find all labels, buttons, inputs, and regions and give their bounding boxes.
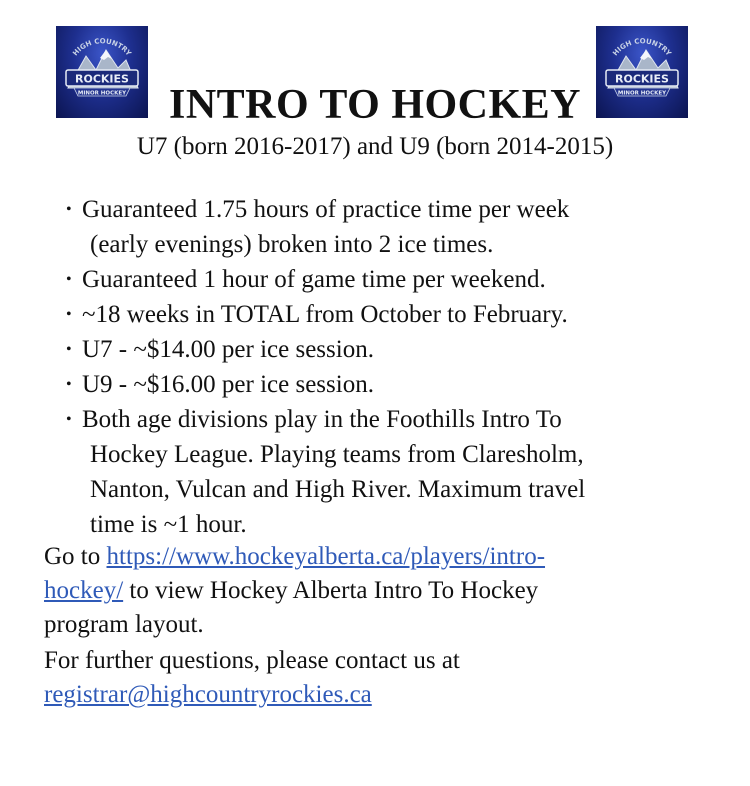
list-item-continuation: Hockey League. Playing teams from Claresholm, bbox=[90, 441, 584, 468]
bullet-icon: • bbox=[66, 341, 72, 358]
list-item bbox=[66, 192, 706, 262]
bullet-icon: • bbox=[66, 201, 72, 218]
bullet-icon: • bbox=[66, 411, 72, 428]
contact-paragraph bbox=[44, 644, 724, 712]
logo-wordmark: ROCKIES bbox=[75, 72, 129, 86]
hockey-alberta-link[interactable]: https://www.hockeyalberta.ca/players/intro- hockey/ bbox=[44, 543, 546, 604]
list-item bbox=[66, 402, 706, 542]
page-title: INTRO TO HOCKEY bbox=[168, 82, 582, 128]
registrar-email-link[interactable]: registrar@highcountryrockies.ca bbox=[44, 681, 372, 708]
list-item-text: Guaranteed 1.75 hours of practice time per week bbox=[82, 196, 570, 223]
bullet-icon: • bbox=[66, 271, 72, 288]
program-layout-text: program layout. bbox=[44, 611, 204, 638]
list-item bbox=[66, 262, 706, 297]
list-item-continuation: (early evenings) broken into 2 ice times. bbox=[90, 231, 494, 258]
list-item-text: Guaranteed 1 hour of game time per weekend. bbox=[82, 266, 546, 293]
logo-ribbon-text: MINOR HOCKEY bbox=[617, 90, 667, 97]
logo-arc-text: HIGH COUNTRY bbox=[611, 37, 673, 58]
logo-wordmark: ROCKIES bbox=[615, 72, 669, 86]
list-item-continuation: Nanton, Vulcan and High River. Maximum travel bbox=[90, 476, 586, 503]
list-item-text: Both age divisions play in the Foothills Intro To bbox=[82, 406, 562, 433]
after-link-text: to view Hockey Alberta Intro To Hockey bbox=[129, 577, 539, 604]
bullet-icon: • bbox=[66, 306, 72, 323]
list-item-continuation: time is ~1 hour. bbox=[90, 511, 247, 538]
program-info-paragraph bbox=[44, 540, 724, 642]
page-subtitle: U7 (born 2016-2017) and U9 (born 2014-2015) bbox=[136, 133, 614, 160]
list-item bbox=[66, 367, 706, 402]
go-to-text: Go to bbox=[44, 543, 101, 570]
logo-ribbon-text: MINOR HOCKEY bbox=[77, 90, 127, 97]
bullet-icon: • bbox=[66, 376, 72, 393]
list-item-text: U9 - ~$16.00 per ice session. bbox=[82, 371, 374, 398]
logo-arc-text: HIGH COUNTRY bbox=[71, 37, 133, 58]
feature-list bbox=[66, 192, 706, 542]
list-item-text: U7 - ~$14.00 per ice session. bbox=[82, 336, 374, 363]
list-item bbox=[66, 297, 706, 332]
list-item bbox=[66, 332, 706, 367]
contact-text: For further questions, please contact us at bbox=[44, 647, 460, 674]
list-item-text: ~18 weeks in TOTAL from October to February. bbox=[82, 301, 568, 328]
